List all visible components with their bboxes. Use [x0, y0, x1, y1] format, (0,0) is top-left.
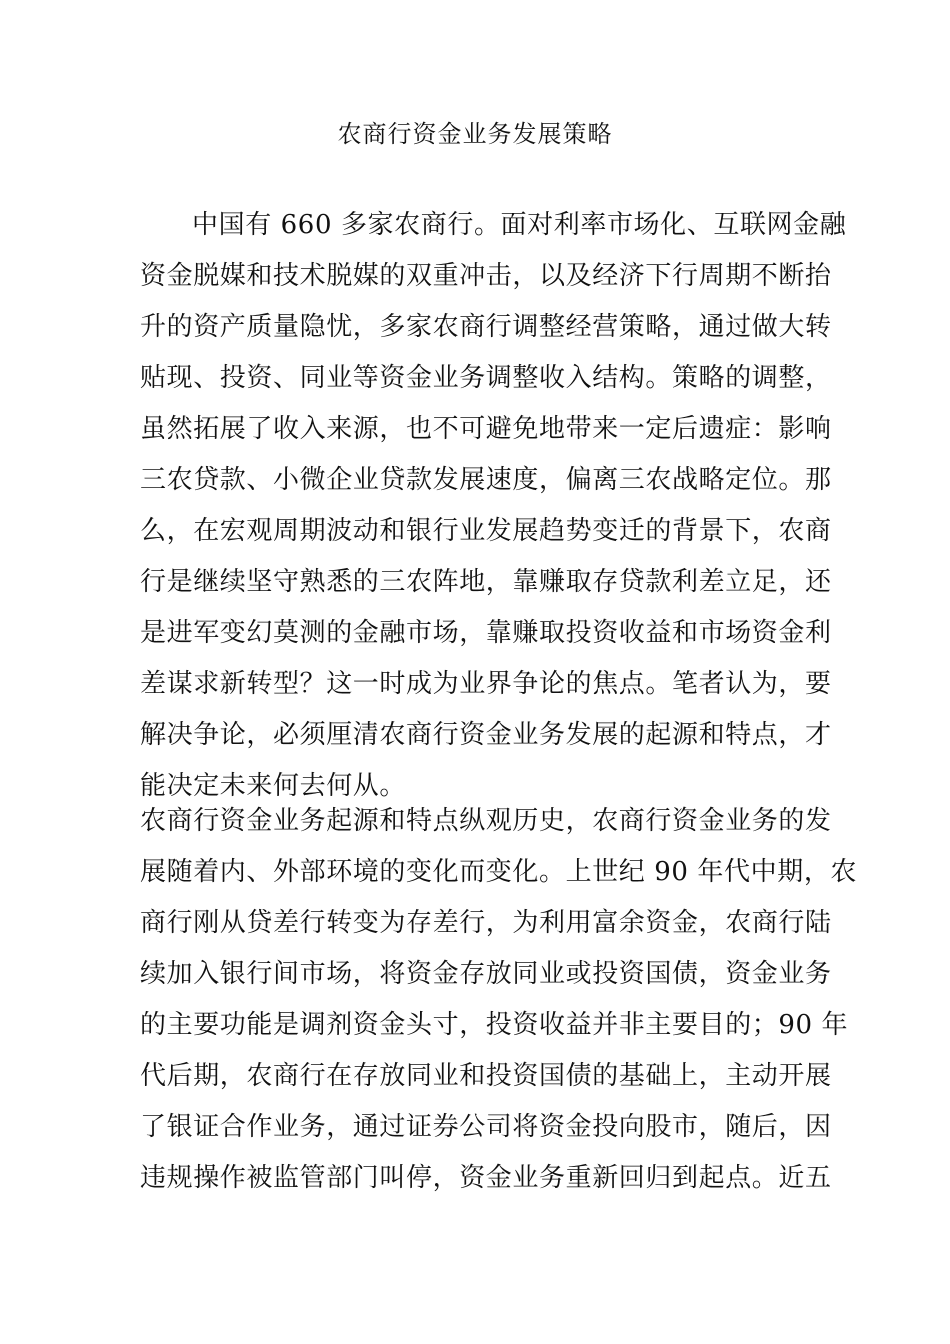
paragraph-2 — [140, 796, 858, 1204]
paragraph-line: 代后期，农商行在存放同业和投资国债的基础上，主动开展 — [140, 1061, 832, 1091]
paragraph-line: 展随着内、外部环境的变化而变化。上世纪 90 年代中期，农 — [140, 857, 858, 887]
paragraph-line: 的主要功能是调剂资金头寸，投资收益并非主要目的；90 年 — [140, 1010, 849, 1040]
paragraph-line: 资金脱媒和技术脱媒的双重冲击，以及经济下行周期不断抬 — [140, 261, 832, 291]
paragraph-line: 农商行资金业务起源和特点纵观历史，农商行资金业务的发 — [140, 806, 832, 836]
paragraph-line: 能决定未来何去何从。 — [140, 771, 407, 801]
paragraph-line: 了银证合作业务，通过证券公司将资金投向股市，随后，因 — [140, 1112, 832, 1142]
paragraph-1 — [140, 200, 847, 812]
paragraph-line: 解决争论，必须厘清农商行资金业务发展的起源和特点，才 — [140, 720, 832, 750]
paragraph-line: 三农贷款、小微企业贷款发展速度，偏离三农战略定位。那 — [140, 465, 832, 495]
paragraph-line: 升的资产质量隐忧，多家农商行调整经营策略，通过做大转 — [140, 312, 832, 342]
paragraph-line: 违规操作被监管部门叫停，资金业务重新回归到起点。近五 — [140, 1163, 832, 1193]
paragraph-line: 差谋求新转型？这一时成为业界争论的焦点。笔者认为，要 — [140, 669, 832, 699]
paragraph-line: 中国有 660 多家农商行。面对利率市场化、互联网金融 — [192, 210, 847, 240]
paragraph-line: 贴现、投资、同业等资金业务调整收入结构。策略的调整， — [140, 363, 832, 393]
document-title: 农商行资金业务发展策略 — [337, 120, 613, 148]
paragraph-line: 么，在宏观周期波动和银行业发展趋势变迁的背景下，农商 — [140, 516, 832, 546]
paragraph-line: 虽然拓展了收入来源，也不可避免地带来一定后遗症：影响 — [140, 414, 832, 444]
paragraph-line: 续加入银行间市场，将资金存放同业或投资国债，资金业务 — [140, 959, 832, 989]
paragraph-line: 是进军变幻莫测的金融市场，靠赚取投资收益和市场资金利 — [140, 618, 832, 648]
paragraph-line: 行是继续坚守熟悉的三农阵地，靠赚取存贷款利差立足，还 — [140, 567, 832, 597]
paragraph-line: 商行刚从贷差行转变为存差行，为利用富余资金，农商行陆 — [140, 908, 832, 938]
